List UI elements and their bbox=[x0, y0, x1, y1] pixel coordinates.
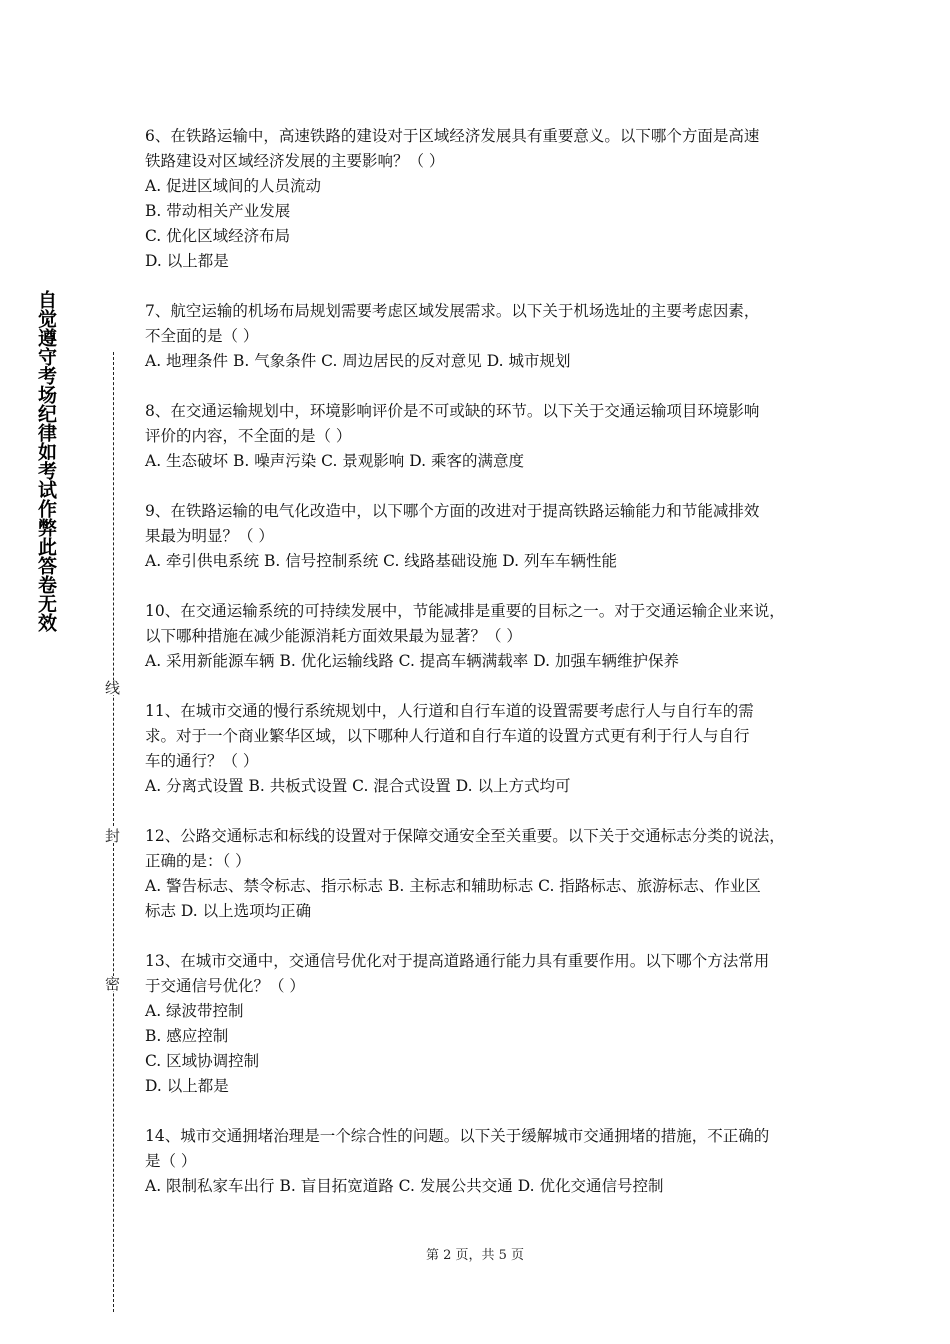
answer-option: 标志 D. 以上选项均正确 bbox=[145, 902, 312, 920]
question-stem-line: 10、在交通运输系统的可持续发展中，节能减排是重要的目标之一。对于交通运输企业来说， bbox=[145, 602, 785, 620]
question-stem-line: 7、航空运输的机场布局规划需要考虑区域发展需求。以下关于机场选址的主要考虑因素， bbox=[145, 302, 760, 320]
seal-line-label: 线 bbox=[103, 680, 121, 695]
question-item bbox=[145, 949, 817, 1099]
question-stem-line: 求。对于一个商业繁华区域，以下哪种人行道和自行车道的设置方式更有利于行人与自行 bbox=[145, 727, 750, 745]
question-stem-line: 铁路建设对区域经济发展的主要影响？（ ） bbox=[145, 152, 445, 170]
question-item bbox=[145, 124, 817, 274]
question-stem-line: 车的通行？（ ） bbox=[145, 752, 259, 770]
question-list bbox=[145, 124, 817, 1224]
question-stem-line: 果最为明显？（ ） bbox=[145, 527, 274, 545]
question-item bbox=[145, 1124, 817, 1199]
question-item bbox=[145, 699, 817, 799]
answer-option: B. 带动相关产业发展 bbox=[145, 202, 291, 220]
question-stem-line: 9、在铁路运输的电气化改造中，以下哪个方面的改进对于提高铁路运输能力和节能减排效 bbox=[145, 502, 760, 520]
answer-option: A. 分离式设置 B. 共板式设置 C. 混合式设置 D. 以上方式均可 bbox=[145, 777, 571, 795]
question-stem-line: 11、在城市交通的慢行系统规划中，人行道和自行车道的设置需要考虑行人与自行车的需 bbox=[145, 702, 754, 720]
seal-seal-label: 封 bbox=[103, 828, 121, 843]
question-stem-line: 6、在铁路运输中，高速铁路的建设对于区域经济发展具有重要意义。以下哪个方面是高速 bbox=[145, 127, 760, 145]
answer-option: C. 区域协调控制 bbox=[145, 1052, 260, 1070]
seal-secret-label: 密 bbox=[103, 976, 121, 991]
answer-option: A. 生态破坏 B. 噪声污染 C. 景观影响 D. 乘客的满意度 bbox=[145, 452, 524, 470]
question-stem-line: 是（ ） bbox=[145, 1152, 197, 1170]
answer-option: C. 优化区域经济布局 bbox=[145, 227, 291, 245]
question-stem-line: 评价的内容，不全面的是（ ） bbox=[145, 427, 352, 445]
question-stem-line: 14、城市交通拥堵治理是一个综合性的问题。以下关于缓解城市交通拥堵的措施，不正确的 bbox=[145, 1127, 770, 1145]
question-stem-line: 不全面的是（ ） bbox=[145, 327, 259, 345]
answer-option: A. 地理条件 B. 气象条件 C. 周边居民的反对意见 D. 城市规划 bbox=[145, 352, 571, 370]
question-stem-line: 8、在交通运输规划中，环境影响评价是不可或缺的环节。以下关于交通运输项目环境影响 bbox=[145, 402, 760, 420]
answer-option: A. 警告标志、禁令标志、指示标志 B. 主标志和辅助标志 C. 指路标志、旅游标志、作业区 bbox=[145, 877, 761, 895]
answer-option: A. 促进区域间的人员流动 bbox=[145, 177, 322, 195]
question-stem-line: 13、在城市交通中，交通信号优化对于提高道路通行能力具有重要作用。以下哪个方法常用 bbox=[145, 952, 770, 970]
answer-option: A. 限制私家车出行 B. 盲目拓宽道路 C. 发展公共交通 D. 优化交通信号控制 bbox=[145, 1177, 664, 1195]
question-stem-line: 正确的是：（ ） bbox=[145, 852, 251, 870]
answer-option: D. 以上都是 bbox=[145, 1077, 229, 1095]
answer-option: A. 牵引供电系统 B. 信号控制系统 C. 线路基础设施 D. 列车车辆性能 bbox=[145, 552, 617, 570]
question-item bbox=[145, 299, 817, 374]
page-number: 第 2 页，共 5 页 bbox=[425, 1248, 525, 1263]
answer-option: A. 绿波带控制 bbox=[145, 1002, 244, 1020]
question-item bbox=[145, 599, 817, 674]
answer-option: A. 采用新能源车辆 B. 优化运输线路 C. 提高车辆满载率 D. 加强车辆维护保养 bbox=[145, 652, 679, 670]
question-item bbox=[145, 499, 817, 574]
question-stem-line: 12、公路交通标志和标线的设置对于保障交通安全至关重要。以下关于交通标志分类的说法， bbox=[145, 827, 785, 845]
question-stem-line: 以下哪种措施在减少能源消耗方面效果最为显著？（ ） bbox=[145, 627, 522, 645]
answer-option: D. 以上都是 bbox=[145, 252, 229, 270]
question-item bbox=[145, 399, 817, 474]
question-item bbox=[145, 824, 817, 924]
answer-option: B. 感应控制 bbox=[145, 1027, 229, 1045]
question-stem-line: 于交通信号优化？（ ） bbox=[145, 977, 305, 995]
exam-discipline-warning: 自觉遵守考场纪律如考试作弊此答卷无效 bbox=[35, 290, 57, 632]
